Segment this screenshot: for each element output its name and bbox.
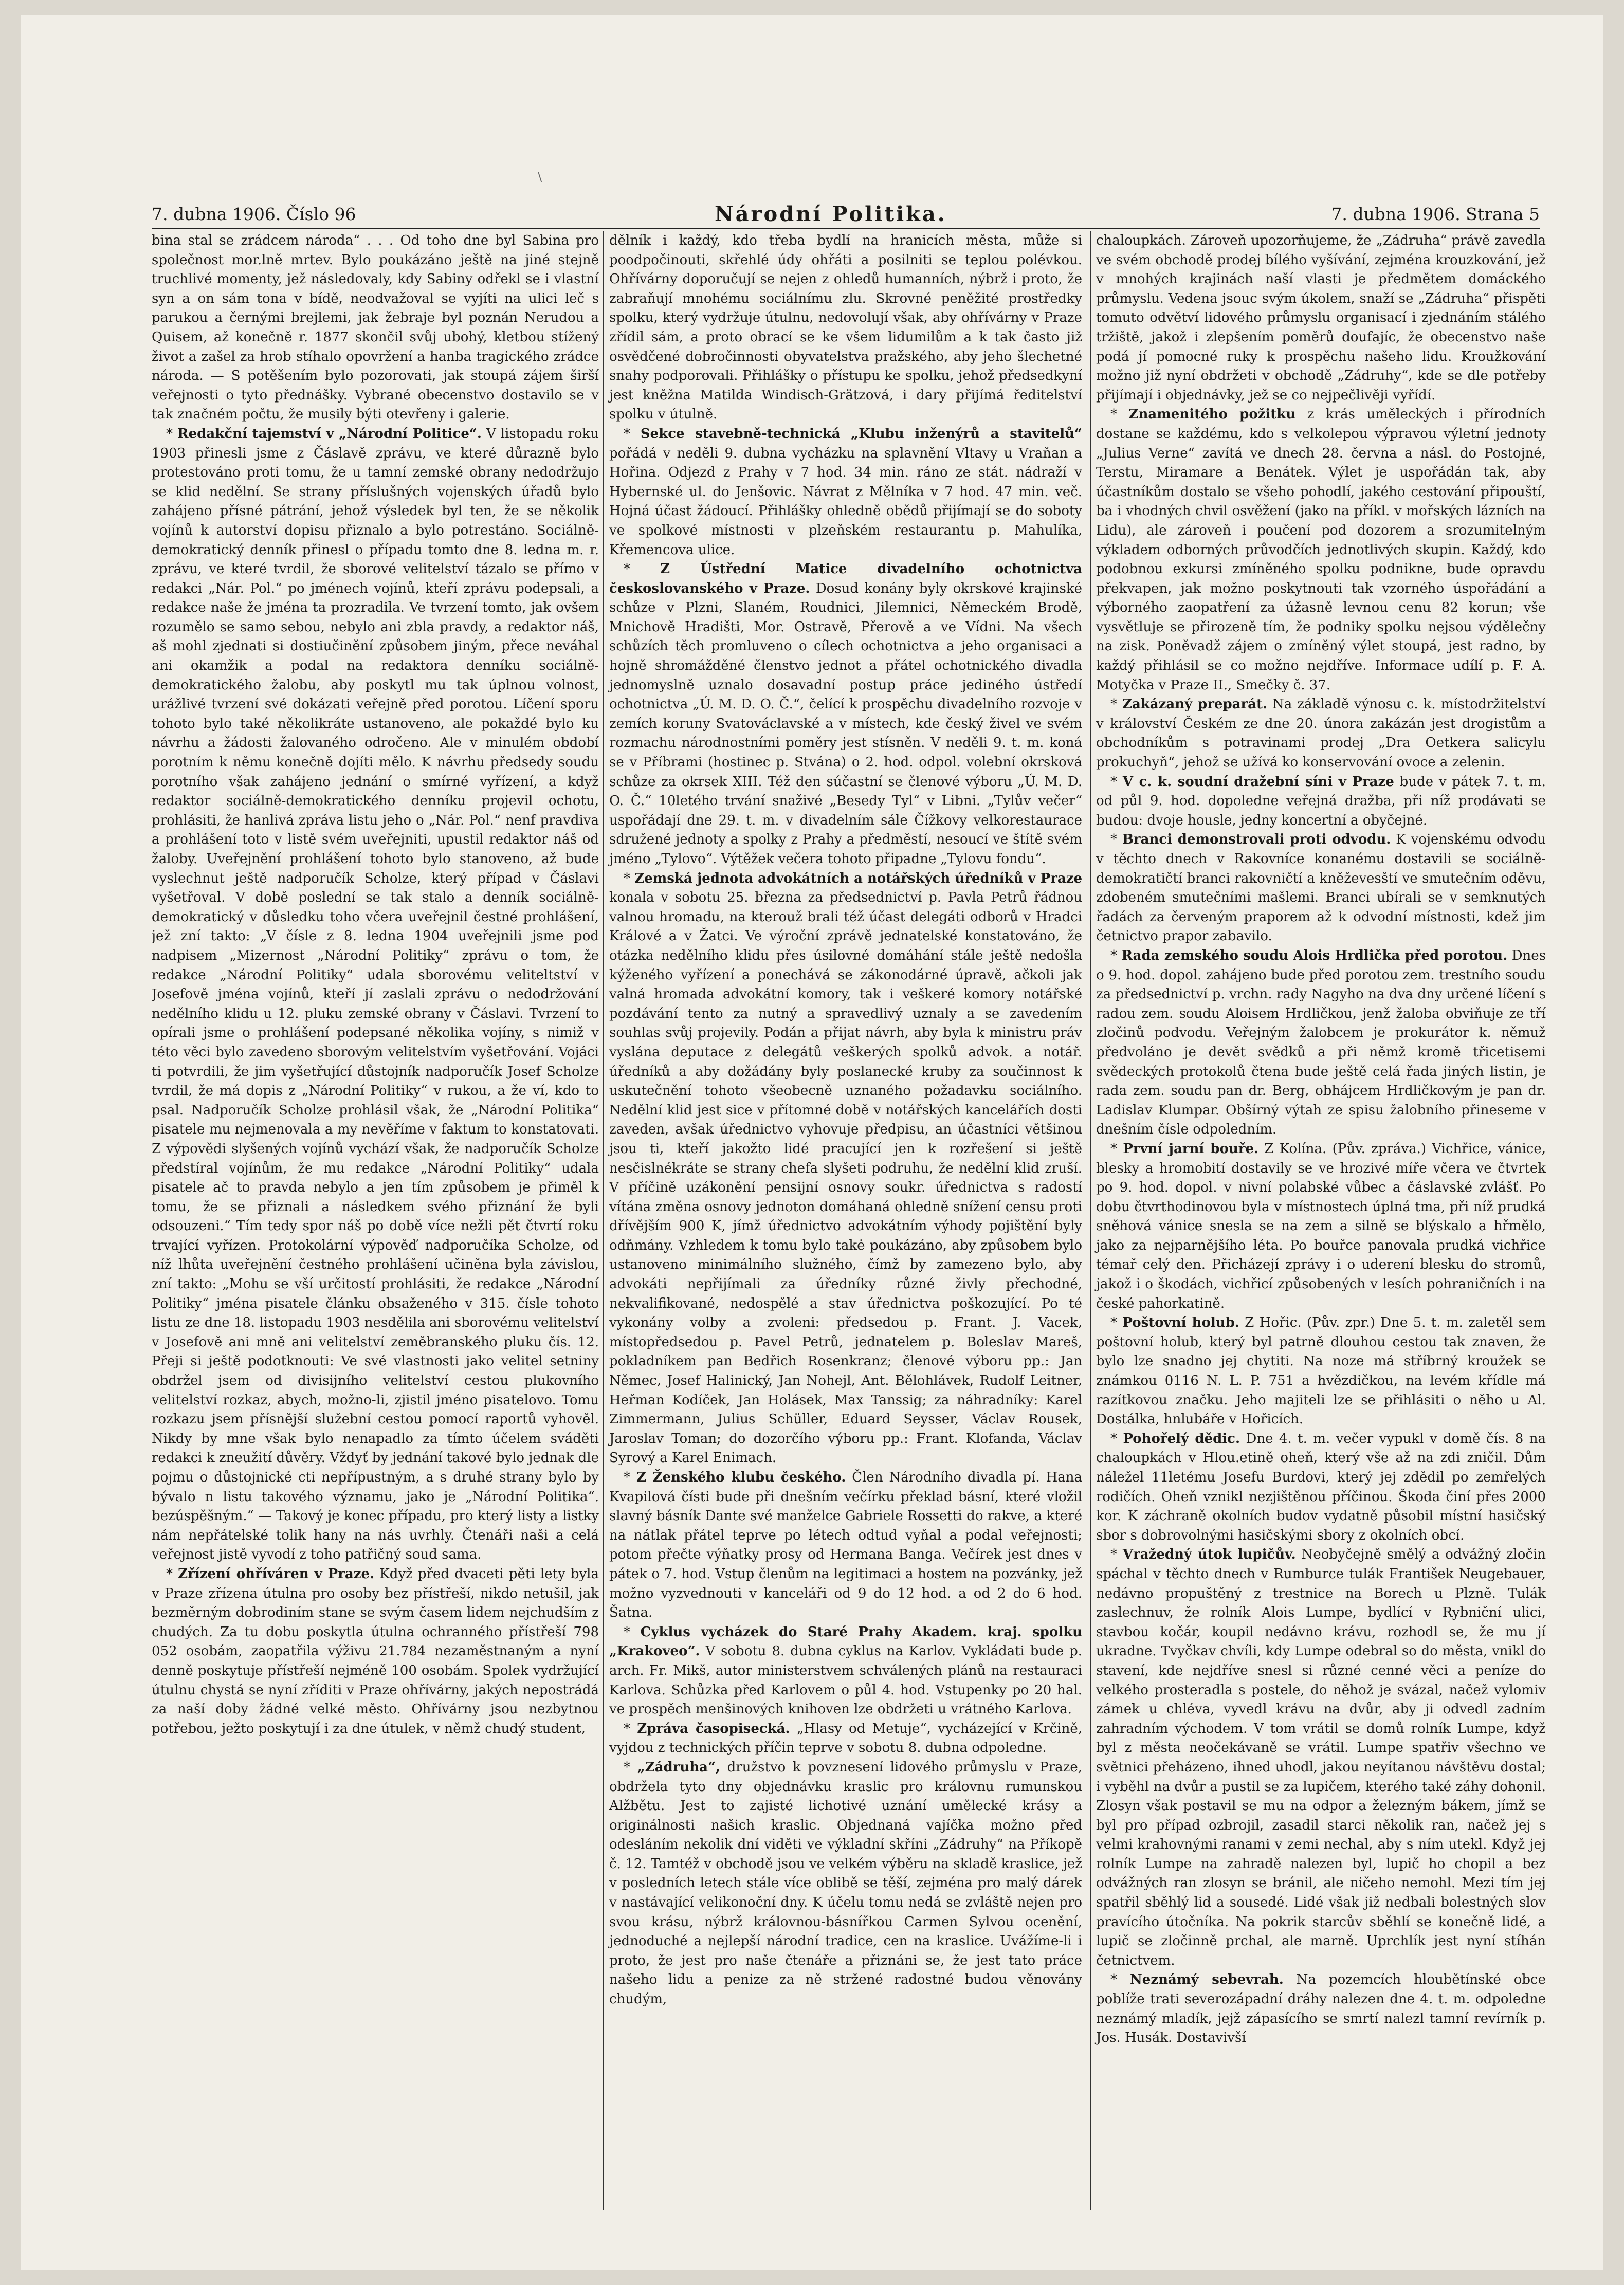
- news-item-body: chaloupkách. Zároveň upozorňujeme, že „Zádruha“ právě zavedla ve svém obchodě prodej bílého vyšívání, zejména krouzkování, jež v mnohých krajinách naší vlasti je předmětem domáckého průmyslu. Vedena jsouc svým úkolem, snaží se „Zádruha“ přispěti tomuto odvětví lidového průmyslu organisací i zjednáním stálého tržiště, jakož i zlepšením poměrů doufajíc, že obecenstvo naše podá jí pomocné ruky k prospěchu našeho lidu. Kroužkování možno již nyní obdržeti v obchodě „Zádruhy“, kde se dle potřeby přijímají i objednávky, jež se co nejpečlivěji vyřídí.: [1096, 233, 1546, 403]
- news-item-headline: Branci demonstrovali proti odvodu.: [1122, 832, 1391, 848]
- news-item-body: Když před dvaceti pěti lety byla v Praze zřízena útulna pro osoby bez přístřeší, nikdo netušil, jak bezměrným dobrodiním stane se svým časem lidem nejchudším z chudých. Za tu dobu poskytla útulna ochranného přístřeší 798 052 osobám, zaopatřila výživu 21.784 nezaměstnaným a nyní denně poskytuje přístřeší nejméně 100 osobám. Spolek vydržující útulnu chystá se nyní zříditi v Praze ohřívárny, jakých nepostrádá za naší doby žádné velké město. Ohřívárny jsou nezbytnou potřebou, ježto poskytují i za dne útulek, v němž chudý student,: [152, 1566, 599, 1736]
- column-1: [152, 231, 599, 2210]
- news-item-headline: Poštovní holub.: [1122, 1315, 1239, 1331]
- news-item-headline: Vražedný útok lupičův.: [1122, 1547, 1296, 1563]
- news-item-body: Na pozemcích hloubětínské obce poblíže trati severozápadní dráhy nalezen dne 4. t. m. odpoledne neznámý mladík, jejž zápasícího se smrtí nalezl tamní revírník p. Jos. Husák. Dostavivší: [1096, 1972, 1546, 2046]
- news-item: * Pohořelý dědic. Dne 4. t. m. večer vypukl v domě čís. 8 na chaloupkách v Hlou.etině oheň, který vše až na zdi zničil. Dům náležel 11letému Josefu Burdovi, který jej zdědil po zemřelých rodičích. Oheň vznikl nezjištěnou příčinou. Škoda činí přes 2000 kor. K záchraně okolních budov vydatně působil místní hasičský sbor s dobrovolnými hasičskými sbory z okolních obcí.: [1096, 1431, 1546, 1543]
- news-item-body: Z Kolína. (Pův. zpráva.) Vichřice, vánice, blesky a hromobití dostavily se ve hrozivé míře včera ve čtvrtek po 9. hod. dopol. v nivní polabské vůbec a čáslavské zvlášť. Po dobu čtvrthodinovou byla v místnostech úplná tma, při níž prudká sněhová vánice snesla se na zem a silně se blýskalo a hřmělo, jako za nejparnějšího léta. Po bouřce panovala prudká vichřice témař celý den. Přicházejí zprávy i o uderení blesku do stromů, jakož i o škodách, vichřicí způsobených v lesích pohraničních i na české pahorkatině.: [1096, 1141, 1546, 1311]
- news-item-headline: Zřízení ohříváren v Praze.: [178, 1566, 375, 1582]
- news-item-headline: „Zádruha“,: [637, 1759, 720, 1775]
- header-date-issue: 7. dubna 1906. Číslo 96: [152, 204, 356, 224]
- news-item: * Zakázaný preparát. Na základě výnosu c. k. místodržitelství v království Českém ze dne 20. února zakázán jest drogistům a obchodníkům s potravinami prodej „Dra Oetkera salicylu prokuchyň“, jehož se užívá ko konservování ovoce a zelenin.: [1096, 697, 1546, 771]
- news-item-headline: V c. k. soudní dražební síni v Praze: [1122, 774, 1394, 790]
- news-item: * Zpráva časopisecká. „Hlasy od Metuje“, vycházející v Krčině, vyjdou z technických příčin teprve v sobotu 8. dubna odpoledne.: [609, 1721, 1082, 1756]
- news-item: * Znamenitého požitku z krás uměleckých i přírodních dostane se každému, kdo s velkolepou výpravou výletní jednoty „Julius Verne“ zavítá ve dnech 28. června a násl. do Postojné, Terstu, Miramare a Benátek. Výlet je uspořádán tak, aby účastníkům dostalo se všeho pohodlí, jakého cestování připouští, ba i vhodných chvil osvěžení (jako na příkl. v mořských lázních na Lidu), ale zároveň i poučení pod dozorem a srozumitelným výkladem odborných průvodčích jednotlivých skupin. Každý, kdo podobnou exkursi zmíněného spolku podnikne, bude opravdu překvapen, jak možno poskytnouti tak vzorného úspořádání a výborného zaopatření za úžasně levnou cenu 82 korun; vše vysvětluje se přirozeně tím, že podniky spolku nejsou výdělečny na zisk. Poněvadž zájem o zmíněný výlet stoupá, jest radno, by každý přihlásil se co možno nejdříve. Informace udílí p. F. A. Motyčka v Praze II., Smečky č. 37.: [1096, 407, 1546, 693]
- news-item: * Cyklus vycházek do Staré Prahy Akadem. kraj. spolku „Krakoveo“. V sobotu 8. dubna cyklus na Karlov. Vykládati bude p. arch. Fr. Mikš, autor ministerstvem schválených plánů na restauraci Karlova. Schůzka před Karlovem o půl 4. hod. Vstupenky po 20 hal. ve prospěch menšinových knihoven lze obdržeti u vrátného Karlova.: [609, 1624, 1082, 1717]
- masthead-title: Národní Politika.: [715, 202, 947, 226]
- news-item-headline: Rada zemského soudu Alois Hrdlička před porotou.: [1121, 947, 1508, 963]
- news-item-body: K vojenskému odvodu v těchto dnech v Rakovníce konanému dostavili se sociálně-demokratičtí branci rakovničtí a kněževesští ve smutečním oděvu, zdobeném smutečními mašlemi. Branci ubírali se v semknutých řadách za červeným praporem až k odvodní místnosti, kdež jim četnictvo prapor zabavilo.: [1096, 832, 1546, 944]
- news-item: * Redakční tajemství v „Národní Politice“. V listopadu roku 1903 přinesli jsme z Čáslavě zprávu, ve které důrazně bylo protestováno proti tomu, že u tamní zemské obrany nedodržujo se klid nedělní. Se strany příslušných vojenských úřadů bylo zahájeno přísné pátrání, jehož výsledek byl ten, že se několik vojínů k autorství dopisu přiznalo a bylo potrestáno. Sociálně-demokratický denník přinesl o případu tomto dne 8. ledna m. r. zprávu, ve které tvrdil, že sborové velitelství tázalo se přímo v redakci „Nár. Pol.“ po jménech vojínů, kteří zprávu podepsali, a redakce naše že jména ta prozradila. Ve tvrzení tomto, jak ovšem rozumělo se samo sebou, nebylo ani zbla pravdy, a redaktor náš, aš mohl zjednati si dostiučinění způsobem jiným, přece neváhal ani okamžik a podal na redaktora denníku sociálně-demokratického žalobu, aby poskytl mu tak úplnou volnost, urážlivé tvrzení své dokázati veřejně před porotou. Líčení sporu tohoto bylo také několikráte ustanoveno, ale pokaždé bylo ku návrhu a žádosti žalovaného odročeno. Ale v minulém období porotním k němu konečně dojíti mělo. K návrhu předsedy soudu porotního však zahájeno jednání o smírné vyřízení, a když redaktor sociálně-demokratického denníku projevil ochotu, prohlásiti, že hanlivá zpráva listu jeho o „Nár. Pol.“ nenf pravdivа a prohlášení toto v listě svém uveřejniti, upustil redaktor náš od žaloby. Uveřejnění prohlášení tohoto bylo stanoveno, až bude vyslechnut ještě nadporučík Scholze, který případ v Čáslavi vyšetřoval. V době poslední se tak stalo a denník sociálně-demokratický v důsledku toho včera uveřejnil čestné prohlášení, jež zní takto: „V čísle z 8. ledna 1904 uveřejnili jsme pod nadpisem „Mizernost „Národní Politiky“ zprávu o tom, že redakce „Národní Politiky“ udala sborovému veliteltství v Josefově jména vojínů, kteří jí zaslali zprávu o nedodržování nedělního klidu u 12. pluku zemské obrany v Čáslavi. Tvrzení to opírali jsme o prohlášení podepsané několika vojíny, s nimiž v této věci bylo zavedeno sborovým velitelstvím vyšetřování. Vojáci ti potvrdili, že jim vyšetřující důstojník nadporučík Josef Scholze tvrdil, že má dopis z „Národní Politiky“ v rukou, a že ví, kdo to psal. Nadporučík Scholze prohlásil však, že „Národní Politika“ pisatele mu nejmenovala a my nevěříme v faktum to konstatovati. Z výpovědi slyšených vojínů vychází však, že nadporučík Scholze předstíral vojínům, že mu redakce „Národní Politiky“ udala pisatele ač to pravda nebylo a jen tím způsobem je přiměl k tomu, že se přiznali a následkem svého přiznání že byli odsouzeni.“ Tím tedy spor náš po době více nežli pět čtvrtí roku trvající vyřízen. Protokolární výpověď nadporučíka Scholze, od níž lhůta uveřejnění čestného prohlášení učiněna byla závislou, zní takto: „Mohu se vší určitostí prohlásiti, že redakce „Národní Politiky“ jména pisatele článku obsaženého v 315. čísle tohoto listu ze dne 18. listopadu 1903 nesdělila ani sborovému velitelství v Josefově ani mně ani velitelství zeměbranského pluku čís. 12. Přeji si ještě podotknouti: Ve své vlastnosti jako velitel setniny obdržel jsem od divisijního velitelství cestou plukovního velitelství rozkaz, abych, možno-li, zjistil jméno pisatelovo. Tomu rozkazu jsem přísnější služební cestou pomocí raportů vyhověl. Nikdy by mne však bylo nenapadlo za tímto účelem sváděti redakci k zneužití důvěry. Vždyť by jednání takové bylo jednak dle pojmu o důstojnické cti nepřípustným, a s druhé strany bylo by bývalo n listu takového významu, jako je „Národní Politika“. bezúspěšným.“ — Takový je konec případu, pro který listy a listky nám nepřátelské tolik hany na nás uvrhly. Čtenáři naši a celá veřejnost jistě vyvodí z toho patřičný soud sama.: [152, 426, 599, 1563]
- article-continuation: [152, 231, 599, 425]
- news-item-body: dělník i každý, kdo třeba bydlí na hranicích města, může si poodpočinouti, skřehlé údy ohřáti a posilniti se teplou polévkou. Ohřívárny doporučují se nejen z ohledů humanních, nýbrž i proto, že zabraňují mnohému sociálnímu zlu. Skrovné peněžité prostředky spolku, který vydržuje útulnu, nedovolují však, aby ohřívárny v Praze zřídil sám, a proto obrací se ke všem lidumilům a k tak často již osvědčené dobročinnosti obyvatelstva pražského, aby jeho šlechetné snahy podporovali. Přihlášky o přístupu ke spolku, jehož předsedkyní jest kněžna Matilda Windisch-Grätzová, i dary přijímá ředitelství spolku v útulně.: [609, 233, 1082, 423]
- news-item: * Neznámý sebevrah. Na pozemcích hloubětínské obce poblíže trati severozápadní dráhy nalezen dne 4. t. m. odpoledne neznámý mladík, jejž zápasícího se smrtí nalezl tamní revírník p. Jos. Husák. Dostavivší: [1096, 1972, 1546, 2046]
- header-date-page: 7. dubna 1906. Strana 5: [1331, 204, 1540, 224]
- news-item: * „Zádruha“, družstvo k povznesení lidového průmyslu v Praze, obdržela tyto dny objednávku kraslic pro královnu rumunskou Alžbětu. Jest to zajisté lichotivé uznání umělecké krásy a originálnosti našich kraslic. Objednaná vajíčka možno před odesláním nekolik dní viděti ve výkladní skříni „Zádruhy“ na Příkopě č. 12. Tamtéž v obchodě jsou ve velkém výběru na skladě kraslice, jež v posledních letech stále více oblibě se těší, zejména pro malý dárek v nastávající velikonoční dny. K účelu tomu nedá se zvláště nejen pro svou krásu, nýbrž královnou-básnířkou Carmen Sylvou ocenění, jednoduché a nejlepší národní tradice, cen na kraslice. Uvážíme-li i proto, že jest pro naše čtenáře a přiznáni se, že jest tato práce našeho lidu a penize za ně stržené radostné budou věnovány chudým,: [609, 1759, 1082, 2007]
- news-item-body: Dosud konány byly okrskové krajinské schůze v Plzni, Slaném, Roudnici, Jilemnici, Německém Brodě, Mnichově Hradišti, Mor. Ostravě, Přerově a ve Vídni. Na všech schůzích těch promluveno o cílech ochotnictva a jeho organisaci a hojně shromážděné členstvo jednot a přátel ochotnického divadla jednomyslně uznalo dosavadní postup práce jediného ústředí ochotnictva „Ú. M. D. O. Č.“, čelící k prospěchu divadelního rozvoje v zemích koruny Svatováclavské a v místech, kde český živel ve svém rozmachu národnostními poměry jest stísněn. V neděli 9. t. m. koná se v Příbrami (hostinec p. Stvána) o 2. hod. odpol. volební okrsková schůze za okrsek XIII. Též den súčastní se členové výboru „Ú. M. D. O. Č.“ 10letého trvání snaživé „Besedy Tyl“ v Libni. „Tylův večer“ uspořádají dne 29. t. m. v divadelním sále Čížkovy velkorestaurace sdružené jednoty a spolky z Prahy a předměstí, nesoucí ve štítě svém jméno „Tylovo“. Výtěžek večera tohoto připadne „Tylovu fondu“.: [609, 580, 1082, 867]
- news-item-headline: Zakázaný preparát.: [1122, 697, 1268, 712]
- news-item-headline: Pohořelý dědic.: [1123, 1431, 1240, 1447]
- news-item: * Branci demonstrovali proti odvodu. K vojenskému odvodu v těchto dnech v Rakovníce konanému dostavili se sociálně-demokratičtí branci rakovničtí a kněževesští ve smutečním oděvu, zdobeném smutečními mašlemi. Branci ubírali se v semknutých řadách za červeným praporem až k odvodní místnosti, kdež jim četnictvo prapor zabavilo.: [1096, 832, 1546, 944]
- page-tick-mark: \: [538, 170, 542, 184]
- news-item: * Zemská jednota advokátních a notářských úředníků v Praze konala v sobotu 25. března za předsednictví p. Pavla Petrů řádnou valnou hromadu, na kterouž brali též účast delegáti odborů v Hradci Králové a v Žatci. Ve výroční zprávě jednatelské konstatováno, že otázka nedělního klidu přes úsilovné domáhání stále ještě nedošla kýženého vyřízení a ponechává se zákonodárné úpravě, ačkoli jak valná hromada advokátní komory, tak i veškeré komory notářské pozdávání tento za nutný a spravedlivý uznaly a se zavedením souhlas svůj projevily. Podán a přijat návrh, aby byla k ministru práv vyslána deputace z delegátů veškerých spolků advok. a notář. úředníků a aby dožádány byly poslanecké kruby za součinnost k uskutečnění tohoto všeobecně uznaného požadavku sociálního. Nedělní klid jest sice v přítomné době v notářských kancelářích dosti zaveden, avšak úřednictvo vyhovuje předpisu, an účastníci většinou jsou ti, kteří jakožto lidé pracující jen k rozřešení si ještě nesčislnékráte se strany chefa slyšeti podruhu, že nedělní klid zruší. V příčině uzákonění pensijní osnovy soukr. úřednictva s radostí vítána změna osnovy jednoton domáhaná ohledně snížení censu proti dřívějším 900 K, jímž úřednictvo advokátním výhody pojištění byly odňmány. Vzhledem k tomu bylo takė poukázáno, aby způsobem bylo ustanoveno minimálního služného, čímž by zamezeno bylo, aby advokáti nepřijímali za úředníky různé živly přechodné, nekvalifikované, nedospělé a stav úřednictva poškozující. Po té vykonány volby a zvoleni: předsedou p. Frant. J. Vacek, místopředsedou p. Pavel Petrů, jednatelem p. Boleslav Mareš, pokladníkem pan Bedřich Rosenkranz; členové výboru pp.: Jan Němec, Josef Halinický, Jan Nohejl, Ant. Bělohlávek, Rudolf Leitner, Heřman Kodíček, Jan Holásek, Max Tanssig; za náhradníky: Karel Zimmermann, Julius Schüller, Eduard Seysser, Václav Rousek, Jaroslav Toman; do dozorčího výboru pp.: Frant. Klofanda, Václav Syrový a Karel Enimach.: [609, 870, 1082, 1466]
- news-item: * V c. k. soudní dražební síni v Praze bude v pátek 7. t. m. od půl 9. hod. dopoledne veřejná dražba, při níž prodávati se budou: dvoje housle, jedny koncertní a obyčejné.: [1096, 774, 1546, 828]
- news-item-body: Dnes o 9. hod. dopol. zahájeno bude před porotou zem. trestního soudu za předsednictví p. vrchn. rady Nagyho na dva dny určené líčení s radou zem. soudu Aloisem Hrdličkou, jenž žaloba obviňuje ze tří zločinů podvodu. Veřejným žalobcem je prokurátor k. němuž předvoláno je devět svědků a při němž kromě třicetisemi svědeckých protokolů čtena bude ještě celá řada jiných listin, je rada zem. soudu pan dr. Berg, obhájcem Hrdličkovým je pan dr. Ladislav Klumpar. Obšírný výtah ze spisu žalobního přineseme v dnešním čísle odpoledním.: [1096, 947, 1546, 1138]
- news-item: * Zřízení ohříváren v Praze. Když před dvaceti pěti lety byla v Praze zřízena útulna pro osoby bez přístřeší, nikdo netušil, jak bezměrným dobrodiním stane se svým časem lidem nejchudším z chudých. Za tu dobu poskytla útulna ochranného přístřeší 798 052 osobám, zaopatřila výživu 21.784 nezaměstnaným a nyní denně poskytuje přístřeší nejméně 100 osobám. Spolek vydržující útulnu chystá se nyní zříditi v Praze ohřívárny, jakých nepostrádá za naší doby žádné velké město. Ohřívárny jsou nezbytnou potřebou, ježto poskytují i za dne útulek, v němž chudý student,: [152, 1566, 599, 1736]
- page-header: [152, 202, 1540, 227]
- news-item-headline: Zemská jednota advokátních a notářských úředníků v Praze: [634, 870, 1082, 886]
- news-item-body: z krás uměleckých i přírodních dostane se každému, kdo s velkolepou výpravou výletní jednoty „Julius Verne“ zavítá ve dnech 28. června a násl. do Postojné, Terstu, Miramare a Benátek. Výlet je uspořádán tak, aby účastníkům dostalo se všeho pohodlí, jakého cestování připouští, ba i vhodných chvil osvěžení (jako na příkl. v mořských lázních na Lidu), ale zároveň i poučení pod dozorem a srozumitelným výkladem odborných průvodčích jednotlivých skupin. Každý, kdo podobnou exkursi zmíněného spolku podnikne, bude opravdu překvapen, jak možno poskytnouti tak vzorného úspořádání a výborného zaopatření za úžasně levnou cenu 82 korun; vše vysvětluje se přirozeně tím, že podniky spolku nejsou výdělečny na zisk. Poněvadž zájem o zmíněný výlet stoupá, jest radno, by každý přihlásil se co možno nejdříve. Informace udílí p. F. A. Motyčka v Praze II., Smečky č. 37.: [1096, 407, 1546, 693]
- news-item: * První jarní bouře. Z Kolína. (Pův. zpráva.) Vichřice, vánice, blesky a hromobití dostavily se ve hrozivé míře včera ve čtvrtek po 9. hod. dopol. v nivní polabské vůbec a čáslavské zvlášť. Po dobu čtvrthodinovou byla v místnostech úplná tma, při níž prudká sněhová vánice snesla se na zem a silně se blýskalo a hřmělo, jako za nejparnějšího léta. Po bouřce panovala prudká vichřice témař celý den. Přicházejí zprávy i o uderení blesku do stromů, jakož i o škodách, vichřicí způsobených v lesích pohraničních i na české pahorkatině.: [1096, 1141, 1546, 1311]
- news-item: * Poštovní holub. Z Hořic. (Pův. zpr.) Dne 5. t. m. zaletěl sem poštovní holub, který byl patrně dlouhou cestou tak znaven, že bylo lze snadno jej chytiti. Na noze má stříbrný kroužek se známkou 0116 N. L. P. 751 a hvězdičkou, na levém křídle má razítkovou značku. Jeho majiteli lze se přihlásiti o něho u Al. Dostálka, hnlubáře v Hořicích.: [1096, 1315, 1546, 1428]
- news-item-headline: Neznámý sebevrah.: [1130, 1972, 1284, 1988]
- news-item-body: V listopadu roku 1903 přinesli jsme z Čáslavě zprávu, ve které důrazně bylo protestováno proti tomu, že u tamní zemské obrany nedodržujo se klid nedělní. Se strany příslušných vojenských úřadů bylo zahájeno přísné pátrání, jehož výsledek byl ten, že se několik vojínů k autorství dopisu přiznalo a bylo potrestáno. Sociálně-demokratický denník přinesl o případu tomto dne 8. ledna m. r. zprávu, ve které tvrdil, že sborové velitelství tázalo se přímo v redakci „Nár. Pol.“ po jménech vojínů, kteří zprávu podepsali, a redakce naše že jména ta prozradila. Ve tvrzení tomto, jak ovšem rozumělo se samo sebou, nebylo ani zbla pravdy, a redaktor náš, aš mohl zjednati si dostiučinění způsobem jiným, přece neváhal ani okamžik a podal na redaktora denníku sociálně-demokratického žalobu, aby poskytl mu tak úplnou volnost, urážlivé tvrzení své dokázati veřejně před porotou. Líčení sporu tohoto bylo také několikráte ustanoveno, ale pokaždé bylo ku návrhu a žádosti žalovaného odročeno. Ale v minulém období porotním k němu konečně dojíti mělo. K návrhu předsedy soudu porotního však zahájeno jednání o smírné vyřízení, a když redaktor sociálně-demokratického denníku projevil ochotu, prohlásiti, že hanlivá zpráva listu jeho o „Nár. Pol.“ nenf pravdivа a prohlášení toto v listě svém uveřejniti, upustil redaktor náš od žaloby. Uveřejnění prohlášení tohoto bylo stanoveno, až bude vyslechnut ještě nadporučík Scholze, který případ v Čáslavi vyšetřoval. V době poslední se tak stalo a denník sociálně-demokratický v důsledku toho včera uveřejnil čestné prohlášení, jež zní takto: „V čísle z 8. ledna 1904 uveřejnili jsme pod nadpisem „Mizernost „Národní Politiky“ zprávu o tom, že redakce „Národní Politiky“ udala sborovému veliteltství v Josefově jména vojínů, kteří jí zaslali zprávu o nedodržování nedělního klidu u 12. pluku zemské obrany v Čáslavi. Tvrzení to opírali jsme o prohlášení podepsané několika vojíny, s nimiž v této věci bylo zavedeno sborovým velitelstvím vyšetřování. Vojáci ti potvrdili, že jim vyšetřující důstojník nadporučík Josef Scholze tvrdil, že má dopis z „Národní Politiky“ v rukou, a že ví, kdo to psal. Nadporučík Scholze prohlásil však, že „Národní Politika“ pisatele mu nejmenovala a my nevěříme v faktum to konstatovati. Z výpovědi slyšených vojínů vychází však, že nadporučík Scholze předstíral vojínům, že mu redakce „Národní Politiky“ udala pisatele ač to pravda nebylo a jen tím způsobem je přiměl k tomu, že se přiznali a následkem svého přiznání že byli odsouzeni.“ Tím tedy spor náš po době více nežli pět čtvrtí roku trvající vyřízen. Protokolární výpověď nadporučíka Scholze, od níž lhůta uveřejnění čestného prohlášení učiněna byla závislou, zní takto: „Mohu se vší určitostí prohlásiti, že redakce „Národní Politiky“ jména pisatele článku obsaženého v 315. čísle tohoto listu ze dne 18. listopadu 1903 nesdělila ani sborovému velitelství v Josefově ani mně ani velitelství zeměbranského pluku čís. 12. Přeji si ještě podotknouti: Ve své vlastnosti jako velitel setniny obdržel jsem od divisijního velitelství cestou plukovního velitelství rozkaz, abych, možno-li, zjistil jméno pisatelovo. Tomu rozkazu jsem přísnější služební cestou pomocí raportů vyhověl. Nikdy by mne však bylo nenapadlo za tímto účelem sváděti redakci k zneužití důvěry. Vždyť by jednání takové bylo jednak dle pojmu o důstojnické cti nepřípustným, a s druhé strany bylo by bývalo n listu takového významu, jako je „Národní Politika“. bezúspěšným.“ — Takový je konec případu, pro který listy a listky nám nepřátelské tolik hany na nás uvrhly. Čtenáři naši a celá veřejnost jistě vyvodí z toho patřičný soud sama.: [152, 426, 599, 1563]
- news-item: * Z Ženského klubu českého. Člen Národního divadla pí. Hana Kvapilová čísti bude při dnešním večírku překlad básní, které vložil slavný básník Dante své manželce Gabriele Rossetti do rakve, a které na nátlak přátel teprve po létech odtud vyňal a podal veřejnosti; potom přečte výňatky prosy od Hermana Banga. Večírek jest dnes v pátek o 7. hod. Vstup členům na legitimaci a hostem na pozvánky, jež možno vyzvednouti v kanceláři od 9 do 12 hod. a od 2 do 6 hod. Šatna.: [609, 1470, 1082, 1621]
- news-item: * Vražedný útok lupičův. Neobyčejně smělý a odvážný zločin spáchal v těchto dnech v Rumburce tulák František Neugebauer, nedávno propuštěný z trestnice na Borech u Plzně. Tulák zaslechnuv, že rolník Alois Lumpe, bydlící v Rybniční ulici, stavbou kočár, koupil nedávno krávu, rozhodl se, že mu jí ukradne. Tvyčkav chvíli, kdy Lumpe odebral so do města, vnikl do stavení, kde nejdříve snesl si různé cenné věci a peníze do velkého prosteradla s postele, do něhož je svázal, načež vylomiv zámek u chléva, vyvedl krávu na dvůr, aby ji odvedl zadním zahradním východem. V tom vrátil se domů rolník Lumpe, když byl z města neočekávaně se vrátil. Lumpe spatřiv všechno ve světnici přeházeno, ihned uhodl, jakou neyítanou návštěvu dostal; i vyběhl na dvůr a pustil se za lupičem, kterého také záhy dohonil. Zlosyn však postavil se mu na odpor a železným bákem, jímž se byl pro případ ozbrojil, zasadil starci několik ran, načež jej s velmi krahovnými ranami v zemi nechal, aby s ním utekl. Když jej rolník Lumpe na zahradě nalezen byl, lupič ho chopil a bez odvážných ran zlosyn se bránil, ale ničeho nemohl. Mezi tím jej spatřil sběhlý lid a sousedé. Lidé však již nedbali bolestných slov pravícího útočníka. Na pokrik starcův sběhlí se konečně lidé, a lupič se zločinně prchal, ale marně. Uprchlík jest nyní stíhán četnictvem.: [1096, 1547, 1546, 1968]
- news-item-headline: Sekce stavebně-technická „Klubu inženýrů a stavitelů“: [640, 426, 1082, 442]
- news-item-body: Neobyčejně smělý a odvážný zločin spáchal v těchto dnech v Rumburce tulák František Neugebauer, nedávno propuštěný z trestnice na Borech u Plzně. Tulák zaslechnuv, že rolník Alois Lumpe, bydlící v Rybniční ulici, stavbou kočár, koupil nedávno krávu, rozhodl se, že mu jí ukradne. Tvyčkav chvíli, kdy Lumpe odebral so do města, vnikl do stavení, kde nejdříve snesl si různé cenné věci a peníze do velkého prosteradla s postele, do něhož je svázal, načež vylomiv zámek u chléva, vyvedl krávu na dvůr, aby ji odvedl zadním zahradním východem. V tom vrátil se domů rolník Lumpe, když byl z města neočekávaně se vrátil. Lumpe spatřiv všechno ve světnici přeházeno, ihned uhodl, jakou neyítanou návštěvu dostal; i vyběhl na dvůr a pustil se za lupičem, kterého také záhy dohonil. Zlosyn však postavil se mu na odpor a železným bákem, jímž se byl pro případ ozbrojil, zasadil starci několik ran, načež jej s velmi krahovnými ranami v zemi nechal, aby s ním utekl. Když jej rolník Lumpe na zahradě nalezen byl, lupič ho chopil a bez odvážných ran zlosyn se bránil, ale ničeho nemohl. Mezi tím jej spatřil sběhlý lid a sousedé. Lidé však již nedbali bolestných slov pravícího útočníka. Na pokrik starcův sběhlí se konečně lidé, a lupič se zločinně prchal, ale marně. Uprchlík jest nyní stíhán četnictvem.: [1096, 1547, 1546, 1968]
- newspaper-page: [21, 15, 1603, 2270]
- news-item-body: pořádá v neděli 9. dubna vycházku na splavnění Vltavy u Vraňan a Hořina. Odjezd z Prahy v 7 hod. 34 min. ráno ze stát. nádraží v Hybernské ul. do Jenšovic. Návrat z Mělníka v 7 hod. 47 min. več. Hojná účast žádoucí. Přihlášky ohledně obědů přijímají se do soboty ve spolkové místnosti v plzeňském restaurantu p. Mahulíka, Křemencova ulice.: [609, 445, 1082, 558]
- news-item-body: Na základě výnosu c. k. místodržitelství v království Českém ze dne 20. února zakázán jest drogistům a obchodníkům s potravinami prodej „Dra Oetkera salicylu prokuchyň“, jehož se užívá ko konservování ovoce a zelenin.: [1096, 697, 1546, 771]
- article-continuation: [609, 231, 1082, 425]
- column-3: [1090, 231, 1546, 2210]
- news-item-headline: Z Ženského klubu českého.: [636, 1470, 846, 1485]
- news-item-headline: První jarní bouře.: [1123, 1141, 1259, 1157]
- news-item-body: družstvo k povznesení lidového průmyslu v Praze, obdržela tyto dny objednávku kraslic pro královnu rumunskou Alžbětu. Jest to zajisté lichotivé uznání umělecké krásy a originálnosti našich kraslic. Objednaná vajíčka možno před odesláním nekolik dní viděti ve výkladní skříni „Zádruhy“ na Příkopě č. 12. Tamtéž v obchodě jsou ve velkém výběru na skladě kraslice, jež v posledních letech stále více oblibě se těší, zejména pro malý dárek v nastávající velikonoční dny. K účelu tomu nedá se zvláště nejen pro svou krásu, nýbrž královnou-básnířkou Carmen Sylvou ocenění, jednoduché a nejlepší národní tradice, cen na kraslice. Uvážíme-li i proto, že jest pro naše čtenáře a přiznáni se, že jest tato práce našeho lidu a penize za ně stržené radostné budou věnovány chudým,: [609, 1759, 1082, 2007]
- news-item-headline: Znamenitého požitku: [1128, 407, 1296, 423]
- news-item-body: „Hlasy od Metuje“, vycházející v Krčině, vyjdou z technických příčin teprve v sobotu 8. dubna odpoledne.: [609, 1721, 1082, 1756]
- news-item-body: bude v pátek 7. t. m. od půl 9. hod. dopoledne veřejná dražba, při níž prodávati se budou: dvoje housle, jedny koncertní a obyčejné.: [1096, 774, 1546, 828]
- news-item-body: Z Hořic. (Pův. zpr.) Dne 5. t. m. zaletěl sem poštovní holub, který byl patrně dlouhou cestou tak znaven, že bylo lze snadno jej chytiti. Na noze má stříbrný kroužek se známkou 0116 N. L. P. 751 a hvězdičkou, na levém křídle má razítkovou značku. Jeho majiteli lze se přihlásiti o něho u Al. Dostálka, hnlubáře v Hořicích.: [1096, 1315, 1546, 1428]
- news-item-body: Člen Národního divadla pí. Hana Kvapilová čísti bude při dnešním večírku překlad básní, které vložil slavný básník Dante své manželce Gabriele Rossetti do rakve, a které na nátlak přátel teprve po létech odtud vyňal a podal veřejnosti; potom přečte výňatky prosy od Hermana Banga. Večírek jest dnes v pátek o 7. hod. Vstup členům na legitimaci a hostem na pozvánky, jež možno vyzvednouti v kanceláři od 9 do 12 hod. a od 2 do 6 hod. Šatna.: [609, 1470, 1082, 1621]
- header-rule: [152, 228, 1540, 229]
- article-continuation: [1096, 231, 1546, 405]
- news-item-headline: Redakční tajemství v „Národní Politice“.: [177, 426, 482, 442]
- column-2: [603, 231, 1082, 2210]
- news-item: * Z Ústřední Matice divadelního ochotnictva českoslovanského v Praze. Dosud konány byly okrskové krajinské schůze v Plzni, Slaném, Roudnici, Jilemnici, Německém Brodě, Mnichově Hradišti, Mor. Ostravě, Přerově a ve Vídni. Na všech schůzích těch promluveno o cílech ochotnictva a jeho organisaci a hojně shromážděné členstvo jednot a přátel ochotnického divadla jednomyslně uznalo dosavadní postup práce jediného ústředí ochotnictva „Ú. M. D. O. Č.“, čelící k prospěchu divadelního rozvoje v zemích koruny Svatováclavské a v místech, kde český živel ve svém rozmachu národnostními poměry jest stísněn. V neděli 9. t. m. koná se v Příbrami (hostinec p. Stvána) o 2. hod. odpol. volební okrsková schůze za okrsek XIII. Též den súčastní se členové výboru „Ú. M. D. O. Č.“ 10letého trvání snaživé „Besedy Tyl“ v Libni. „Tylův večer“ uspořádají dne 29. t. m. v divadelním sále Čížkovy velkorestaurace sdružené jednoty a spolky z Prahy a předměstí, nesoucí ve štítě svém jméno „Tylovo“. Výtěžek večera tohoto připadne „Tylovu fondu“.: [609, 561, 1082, 867]
- news-item-headline: Zpráva časopisecká.: [637, 1721, 790, 1736]
- news-item-body: konala v sobotu 25. března za předsednictví p. Pavla Petrů řádnou valnou hromadu, na kterouž brali též účast delegáti odborů v Hradci Králové a v Žatci. Ve výroční zprávě jednatelské konstatováno, že otázka nedělního klidu přes úsilovné domáhání stále ještě nedošla kýženého vyřízení a ponechává se zákonodárné úpravě, ačkoli jak valná hromada advokátní komory, tak i veškeré komory notářské pozdávání tento za nutný a spravedlivý uznaly a se zavedením souhlas svůj projevily. Podán a přijat návrh, aby byla k ministru práv vyslána deputace z delegátů veškerých spolků advok. a notář. úředníků a aby dožádány byly poslanecké kruby za součinnost k uskutečnění tohoto všeobecně uznaného požadavku sociálního. Nedělní klid jest sice v přítomné době v notářských kancelářích dosti zaveden, avšak úřednictvo vyhovuje předpisu, an účastníci většinou jsou ti, kteří jakožto lidé pracující jen k rozřešení si ještě nesčislnékráte se strany chefa slyšeti podruhu, že nedělní klid zruší. V příčině uzákonění pensijní osnovy soukr. úřednictva s radostí vítána změna osnovy jednoton domáhaná ohledně snížení censu proti dřívějším 900 K, jímž úřednictvo advokátním výhody pojištění byly odňmány. Vzhledem k tomu bylo takė poukázáno, aby způsobem bylo ustanoveno minimálního služného, čímž by zamezeno bylo, aby advokáti nepřijímali za úředníky různé živly přechodné, nekvalifikované, nedospělé a stav úřednictva poškozující. Po té vykonány volby a zvoleni: předsedou p. Frant. J. Vacek, místopředsedou p. Pavel Petrů, jednatelem p. Boleslav Mareš, pokladníkem pan Bedřich Rosenkranz; členové výboru pp.: Jan Němec, Josef Halinický, Jan Nohejl, Ant. Bělohlávek, Rudolf Leitner, Heřman Kodíček, Jan Holásek, Max Tanssig; za náhradníky: Karel Zimmermann, Julius Schüller, Eduard Seysser, Václav Rousek, Jaroslav Toman; do dozorčího výboru pp.: Frant. Klofanda, Václav Syrový a Karel Enimach.: [609, 890, 1082, 1466]
- news-item-headline: Cyklus vycházek do Staré Prahy Akadem. kraj. spolku „Krakoveo“.: [609, 1624, 1082, 1659]
- news-item-body: bina stal se zrádcem národa“ . . . Od toho dne byl Sabina pro společnost mor.lně mrtev. Bylo poukázáno ještě na jiné stejně truchlivé momenty, jež následovaly, kdy Sabiny odřekl se i vlastní syn a on sám tona v bídě, neodvažoval se vyjíti na ulici leč s parukou a černými brejlemi, jak žebraje byl poznán Nerudou a Quisem, až konečně r. 1877 skončil svůj ubohý, kletbou stížený život a zašel za hrob stíhalo opovržení a hanba tragického zrádce národa. — S potěšením bylo pozorovati, jak stoupá zájem širší veřejnosti o tyto přednášky. Vybrané obecenstvo dostavilo se v tak značném počtu, že musily býti otevřeny i galerie.: [152, 233, 599, 423]
- news-item: * Rada zemského soudu Alois Hrdlička před porotou. Dnes o 9. hod. dopol. zahájeno bude před porotou zem. trestního soudu za předsednictví p. vrchn. rady Nagyho na dva dny určené líčení s radou zem. soudu Aloisem Hrdličkou, jenž žaloba obviňuje ze tří zločinů podvodu. Veřejným žalobcem je prokurátor k. němuž předvoláno je devět svědků a při němž kromě třicetisemi svědeckých protokolů čtena bude ještě celá řada jiných listin, je rada zem. soudu pan dr. Berg, obhájcem Hrdličkovým je pan dr. Ladislav Klumpar. Obšírný výtah ze spisu žalobního přineseme v dnešním čísle odpoledním.: [1096, 947, 1546, 1138]
- news-item-headline: Z Ústřední Matice divadelního ochotnictva českoslovanského v Praze.: [609, 561, 1082, 596]
- news-item-body: V sobotu 8. dubna cyklus na Karlov. Vykládati bude p. arch. Fr. Mikš, autor ministerstvem schválených plánů na restauraci Karlova. Schůzka před Karlovem o půl 4. hod. Vstupenky po 20 hal. ve prospěch menšinových knihoven lze obdržeti u vrátného Karlova.: [609, 1643, 1082, 1717]
- news-item: * Sekce stavebně-technická „Klubu inženýrů a stavitelů“ pořádá v neděli 9. dubna vycházku na splavnění Vltavy u Vraňan a Hořina. Odjezd z Prahy v 7 hod. 34 min. ráno ze stát. nádraží v Hybernské ul. do Jenšovic. Návrat z Mělníka v 7 hod. 47 min. več. Hojná účast žádoucí. Přihlášky ohledně obědů přijímají se do soboty ve spolkové místnosti v plzeňském restaurantu p. Mahulíka, Křemencova ulice.: [609, 426, 1082, 558]
- news-item-body: Dne 4. t. m. večer vypukl v domě čís. 8 na chaloupkách v Hlou.etině oheň, který vše až na zdi zničil. Dům náležel 11letému Josefu Burdovi, který jej zdědil po zemřelých rodičích. Oheň vznikl nezjištěnou příčinou. Škoda činí přes 2000 kor. K záchraně okolních budov vydatně působil místní hasičský sbor s dobrovolnými hasičskými sbory z okolních obcí.: [1096, 1431, 1546, 1543]
